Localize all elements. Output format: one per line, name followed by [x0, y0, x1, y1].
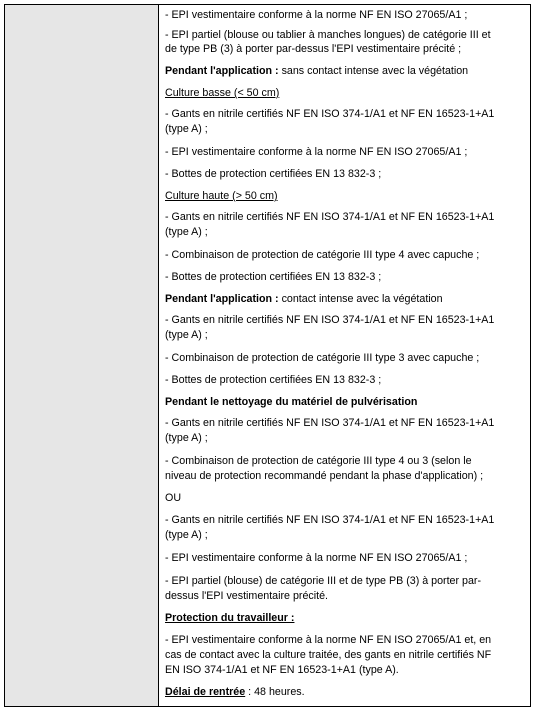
subsection-heading: Culture haute (> 50 cm): [165, 190, 278, 202]
text-line: - EPI vestimentaire conforme à la norme NF EN ISO 27065/A1 ;: [165, 552, 468, 564]
text-line: - EPI partiel (blouse) de catégorie III et de type PB (3) à porter par-: [165, 575, 482, 587]
text-line: (type A) ;: [165, 226, 208, 238]
text-line: - Bottes de protection certifiées EN 13 832-3 ;: [165, 271, 382, 283]
text-line: niveau de protection recommandé pendant la phase d'application) ;: [165, 470, 484, 482]
text-line: (type A) ;: [165, 329, 208, 341]
text-line: - Gants en nitrile certifiés NF EN ISO 374-1/A1 et NF EN 16523-1+A1: [165, 514, 495, 526]
subsection-heading: Culture basse (< 50 cm): [165, 87, 280, 99]
text-line: dessus l'EPI vestimentaire précité.: [165, 590, 329, 602]
text-line: - EPI vestimentaire conforme à la norme NF EN ISO 27065/A1 ;: [165, 146, 468, 158]
text-line: - EPI vestimentaire conforme à la norme NF EN ISO 27065/A1 ;: [165, 9, 468, 21]
section-heading: Pendant le nettoyage du matériel de pulvérisation: [165, 396, 418, 408]
text-line: - Bottes de protection certifiées EN 13 832-3 ;: [165, 374, 382, 386]
text-line: - EPI vestimentaire conforme à la norme NF EN ISO 27065/A1 et, en: [165, 634, 492, 646]
text-line: - Combinaison de protection de catégorie III type 4 ou 3 (selon le: [165, 455, 472, 467]
text-line: (type A) ;: [165, 432, 208, 444]
text-line: - Combinaison de protection de catégorie III type 3 avec capuche ;: [165, 352, 480, 364]
ppe-table: [4, 4, 531, 707]
section-heading: Pendant l'application : contact intense avec la végétation: [165, 293, 443, 305]
text-line: cas de contact avec la culture traitée, des gants en nitrile certifiés NF: [165, 649, 492, 661]
text-line: OU: [165, 492, 182, 504]
text-line: EN ISO 374-1/A1 et NF EN 16523-1+A1 (type A).: [165, 664, 399, 676]
text-line: (type A) ;: [165, 123, 208, 135]
text-line: - Gants en nitrile certifiés NF EN ISO 374-1/A1 et NF EN 16523-1+A1: [165, 314, 495, 326]
text-line: - Gants en nitrile certifiés NF EN ISO 374-1/A1 et NF EN 16523-1+A1: [165, 108, 495, 120]
content-column: [159, 5, 530, 706]
label-column: [5, 5, 159, 706]
text-line: - Combinaison de protection de catégorie III type 4 avec capuche ;: [165, 249, 480, 261]
section-heading: Délai de rentrée : 48 heures.: [165, 686, 305, 698]
section-heading: Protection du travailleur :: [165, 612, 295, 624]
text-line: - Bottes de protection certifiées EN 13 832-3 ;: [165, 168, 382, 180]
text-line: (type A) ;: [165, 529, 208, 541]
section-heading: Pendant l'application : sans contact intense avec la végétation: [165, 65, 469, 77]
text-line: de type PB (3) à porter par-dessus l'EPI vestimentaire précité ;: [165, 43, 462, 55]
text-line: - Gants en nitrile certifiés NF EN ISO 374-1/A1 et NF EN 16523-1+A1: [165, 211, 495, 223]
text-line: - Gants en nitrile certifiés NF EN ISO 374-1/A1 et NF EN 16523-1+A1: [165, 417, 495, 429]
text-line: - EPI partiel (blouse ou tablier à manches longues) de catégorie III et: [165, 29, 491, 41]
